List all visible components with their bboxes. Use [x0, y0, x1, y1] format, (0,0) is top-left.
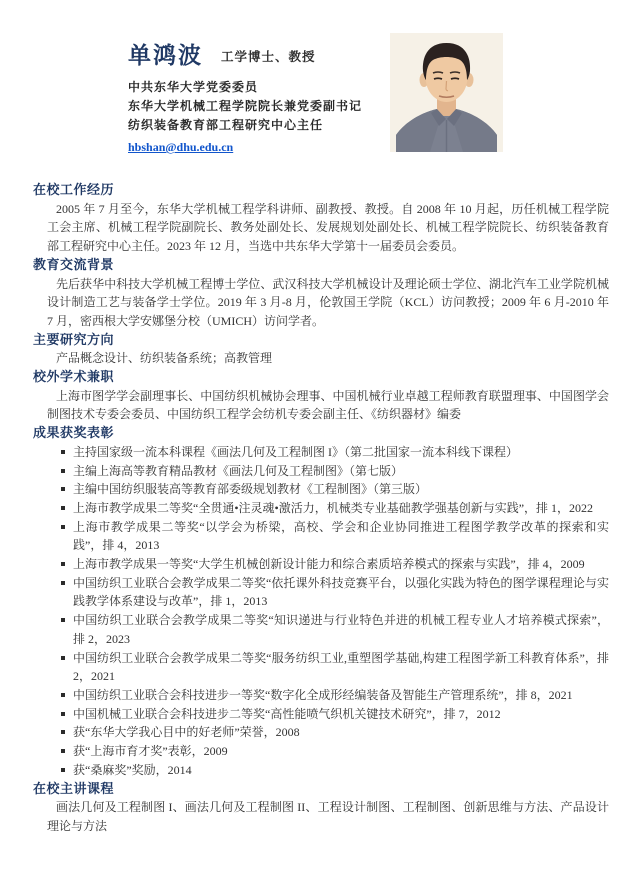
section-paragraph: 产品概念设计、纺织装备系统；高教管理 [56, 351, 273, 366]
section-title: 在校工作经历 [33, 182, 115, 197]
award-item: 获“上海市育才奖”表彰，2009 [60, 742, 609, 761]
award-item: 上海市教学成果二等奖“以学会为桥梁，高校、学会和企业协同推进工程图学教学改革的探索和实践”，排 4，2013 [60, 518, 609, 555]
section-paragraph: 先后获华中科技大学机械工程博士学位、武汉科技大学机械设计及理论硕士学位、湖北汽车工业学院机械设计制造工艺与装备学士学位。2019 年 3 月-8 月，伦敦国王学院（KCL）访问教授；2009 年 6 月-2010 年 7 月，密西根大学安娜堡分校（UMICH）访问学者。 [47, 276, 609, 328]
award-item: 上海市教学成果一等奖“大学生机械创新设计能力和综合素质培养模式的探索与实践”，排 4，2009 [60, 555, 609, 574]
award-item: 中国纺织工业联合会科技进步一等奖“数字化全成形经编装备及智能生产管理系统”，排 8，2021 [60, 686, 609, 705]
section-title: 教育交流背景 [33, 256, 115, 272]
resume-section [33, 368, 609, 424]
position-line: 中共东华大学党委委员 [128, 80, 259, 94]
award-item: 中国纺织工业联合会教学成果二等奖“知识递进与行业特色并进的机械工程专业人才培养模式探索”，排 2，2023 [60, 611, 609, 648]
resume-section [33, 181, 609, 256]
section-title: 主要研究方向 [33, 331, 115, 347]
award-item: 主编中国纺织服装高等教育部委级规划教材《工程制图》（第三版） [60, 480, 609, 499]
name-row [128, 43, 609, 69]
position-lines [128, 78, 609, 135]
resume-section [33, 780, 609, 836]
award-item: 中国纺织工业联合会教学成果二等奖“服务纺织工业,重塑图学基础,构建工程图学新工科教育体系”，排 2，2021 [60, 649, 609, 686]
section-title: 校外学术兼职 [33, 369, 115, 385]
profile-header [33, 42, 609, 160]
position-line: 东华大学机械工程学院院长兼党委副书记 [128, 99, 363, 113]
portrait-illustration [390, 33, 503, 152]
email-link[interactable]: hbshan@dhu.edu.cn [128, 140, 234, 154]
award-item: 主持国家级一流本科课程《画法几何及工程制图 I》（第二批国家一流本科线下课程） [60, 443, 609, 462]
section-paragraph: 上海市图学学会副理事长、中国纺织机械协会理事、中国机械行业卓越工程师教育联盟理事、中国图学会制图技术专委会委员、中国纺织工程学会纺机专委会副主任、《纺织器材》编委 [47, 388, 609, 422]
award-list [60, 443, 609, 780]
person-degree-title: 工学博士、教授 [221, 50, 316, 64]
resume-section [33, 331, 609, 368]
resume-section [33, 424, 609, 779]
award-item: 获“桑麻奖”奖励，2014 [60, 761, 609, 780]
section-title: 成果获奖表彰 [33, 425, 115, 441]
profile-photo [390, 33, 503, 152]
resume-section [33, 256, 609, 331]
profile-header-text [128, 42, 609, 156]
award-item: 获“东华大学我心目中的好老师”荣誉，2008 [60, 723, 609, 742]
person-name: 单鸿波 [128, 43, 203, 68]
position-line: 纺织装备教育部工程研究中心主任 [128, 118, 324, 132]
section-paragraph: 画法几何及工程制图 I、画法几何及工程制图 II、工程设计制图、工程制图、创新思维与方法、产品设计理论与方法 [47, 800, 609, 833]
section-title: 在校主讲课程 [33, 780, 115, 796]
award-item: 上海市教学成果二等奖“全贯通•注灵魂•激活力，机械类专业基础教学强基创新与实践”，排 1，2022 [60, 499, 609, 518]
award-item: 主编上海高等教育精品教材《画法几何及工程制图》（第七版） [60, 462, 609, 481]
award-item: 中国机械工业联合会科技进步二等奖“高性能喷气织机关键技术研究”，排 7，2012 [60, 705, 609, 724]
resume-sections [33, 181, 609, 836]
award-item: 中国纺织工业联合会教学成果二等奖“依托课外科技竞赛平台，以强化实践为特色的图学课程理论与实践教学体系建设与改革”，排 1，2013 [60, 574, 609, 611]
section-paragraph: 2005 年 7 月至今，东华大学机械工程学科讲师、副教授、教授。自 2008 年 10 月起，历任机械工程学院工会主席、机械工程学院副院长、教务处副处长、发展规划处副处长、机械工程学院院长、纺织装备教育部工程研究中心主任。2023 年 12 月，当选中共东华大学第十一届委员会委员。 [47, 201, 609, 254]
